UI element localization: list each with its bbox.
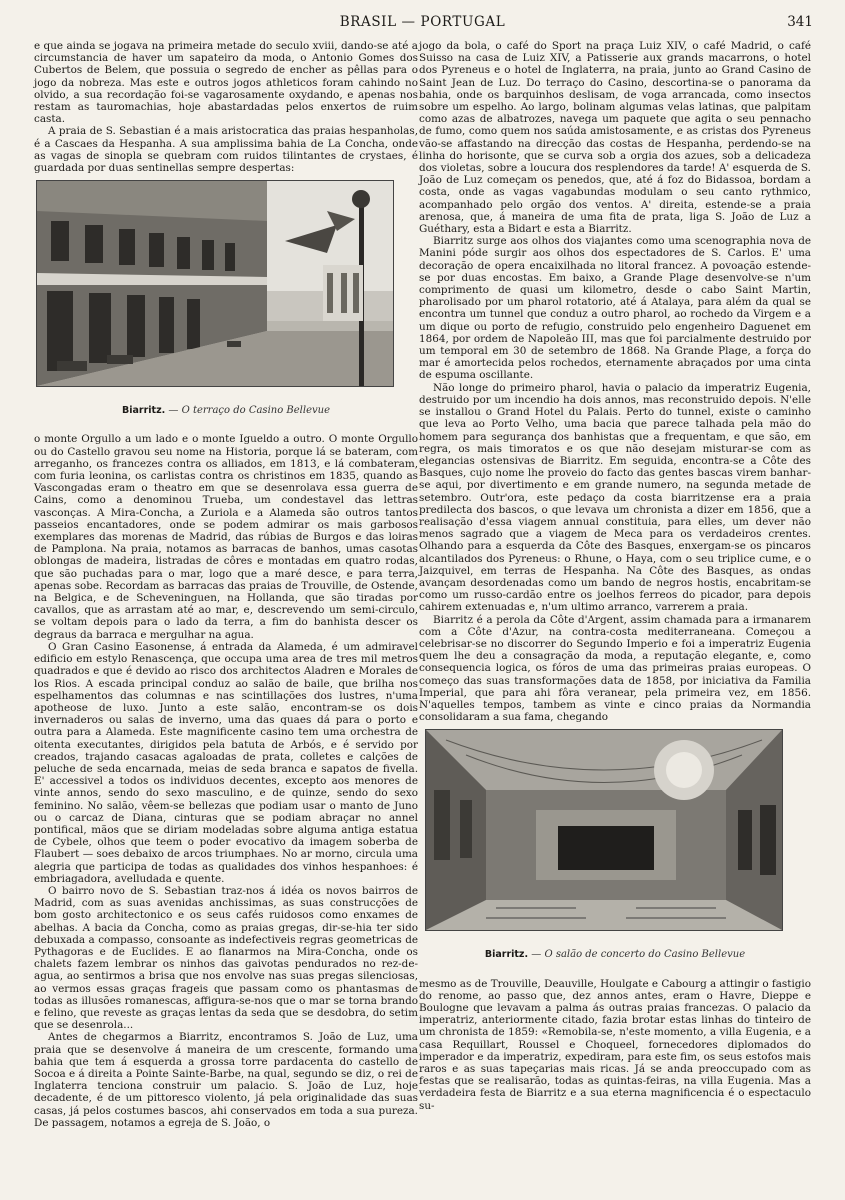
caption-place: Biarritz.: [122, 405, 166, 417]
page-number: 341: [787, 14, 813, 30]
running-title: BRASIL — PORTUGAL: [339, 14, 506, 30]
figure-terrace: [34, 180, 418, 417]
caption-description: — O terraço do Casino Bellevue: [168, 405, 330, 417]
figure-concert-hall: [419, 729, 811, 961]
paragraph: mesmo as de Trouville, Deauville, Houlgate e Cabourg a attingir o fastigio do renome, ao passo que, dez annos antes, eram o Havre, Dieppe e Boulogne que levavam a palma ás outras praias francezas. O palacio da imperatriz, anteriormente citado, fazia brotar estas linhas do tinteiro de um chronista de 1859: «Remobila-se, n'este momento, a villa Eugenia, e a casa Requillart, Roussel e Choqueel, fornecedores diplomados do imperador e da imperatriz, expediram, para este fim, os seus estofos mais raros e as suas tapeçarias mais ricas. Já se anda preoccupado com as festas que se realisarão, todas as quintas-feiras, na villa Eugenia. Mas a verdadeira festa de Biarritz e a sua eterna magnificencia é o espectaculo su-: [419, 977, 811, 1112]
left-column: [34, 40, 418, 1129]
paragraph: Antes de chegarmos a Biarritz, encontramos S. João de Luz, uma praia que se desenvolve á maneira de um crescente, formando uma bahia que tem á esquerda a grossa torre pardacenta do castello de Socoa e á direita a Pointe Sainte-Barbe, na qual, segundo se diz, o rei de Inglaterra tenciona construir um palacio. S. João de Luz, hoje decadente, é de um pittoresco violento, já pela originalidade das suas casas, já pelos costumes bascos, ahi conservados em toda a sua pureza. De passagem, notamos a egreja de S. João, o: [34, 1031, 418, 1129]
paragraph: O Gran Casino Easonense, á entrada da Alameda, é um admiravel edificio em estylo Renascença, que occupa uma area de tres mil metros quadrados e que é devido ao risco dos architectos Aladren e Morales de los Rios. A escada principal conduz ao salão de baile, que brilha nos espelhamentos das columnas e nas scintillações dos lustres, n'uma apotheose de luxo. Junto a este salão, encontram-se os dois invernaderos ou salas de inverno, uma das quaes dá para o porto e outra para a Alameda. Este magnificente casino tem uma orchestra de oitenta executantes, dirigidos pela batuta de Arbós, e é servido por creados, trajando casacas agaloadas de prata, colletes e calções de peluche de seda encarnada, meias de seda branca e sapatos de fivella. E' accessivel a todos os individuos decentes, excepto aos menores de vinte annos, sendo do sexo masculino, e de quinze, sendo do sexo feminino. No salão, vêem-se bellezas que podiam usar o manto de Juno ou o carcaz de Diana, cinturas que se podiam abraçar no annel pontifical, mãos que se diriam modeladas sobre alguma antiga estatua de Cybele, olhos que teem o poder evocativo da imagem soberba de Flaubert — soes debaixo de arcos triumphaes. No ar morno, circula uma alegria que participa de todas as qualidades dos vinhos hespanhoes: é embriagadora, avelludada e quente.: [34, 640, 418, 885]
caption-place: Biarritz.: [484, 949, 529, 961]
running-head: [0, 14, 845, 34]
paragraph: Biarritz é a perola da Côte d'Argent, assim chamada para a irmanarem com a Côte d'Azur, na contra-costa mediterraneana. Começou a celebrisar-se no discorrer do Segundo Imperio e foi a imperatriz Eugenia quem lhe deu a consagração da moda, a reputação elegante, e, como consequencia logica, os fóros de uma das primeiras praias europeas. O começo das suas transformações data de 1858, por iniciativa da Familia Imperial, que para ahi fôra veranear, pela primeira vez, em 1856. N'aquelles tempos, tambem as vinte e cinco praias da Normandia consolidaram a sua fama, chegando: [419, 613, 811, 724]
paragraph: jogo da bola, o café do Sport na praça Luiz XIV, o café Madrid, o café Suisso na casa de Luiz XIV, a Patisserie aux grands macarrons, o hotel dos Pyreneus e o hotel de Inglaterra, na praia, junto ao Grand Casino de Saint Jean de Luz. Do terraço do Casino, descortina-se o panorama da bahia, onde os barquinhos deslisam, de voga arrancada, como insectos sobre um espelho. Ao largo, bolinam algumas velas latinas, que palpitam como azas de albatrozes, navega um paquete que agita o seu pennacho de fumo, como quem nos saúda amistosamente, e as cristas dos Pyreneus vão-se affastando na direcção das costas de Hespanha, perdendo-se na linha do horisonte, que se curva sob a orgia dos azues, sob a delicadeza dos violetas, sobre a loucura dos resplendores da tarde! A' esquerda de S. João de Luz começam os penedos, que, até á foz do Bidassoa, bordam a costa, onde as vagas vagabundas modulam o seu canto rythmico, acompanhado pelo orgão dos ventos. A' direita, estende-se a praia arenosa, que, á maneira de uma fita de prata, liga S. João de Luz a Guéthary, esta a Bidart e esta a Biarritz.: [419, 40, 811, 236]
caption-description: — O salão de concerto do Casino Bellevue: [531, 949, 746, 961]
paragraph: O bairro novo de S. Sebastian traz-nos á idéa os novos bairros de Madrid, com as suas avenidas anchissimas, as suas construcções de bom gosto architectonico e os seus cafés ruidosos como enxames de abelhas. A bacia da Concha, como as praias gregas, dir-se-hia ter sido debuxada a compasso, consoante as indefectiveis regras geometricas de Pythagoras e de Euclides. E ao flanarmos na Mira-Concha, onde os chalets fazem lembrar os ninhos das gaivotas pendurados no rez-de-agua, ao sentirmos a brisa que nos envolve nas suas pregas silenciosas, ao vermos essas graças frageis que passam como os phantasmas de todas as illusões romanescas, affigura-se-nos que o mar se torna brando e felino, que reveste as graças lentas da seda que se desdobra, do setim que se desenrola...: [34, 884, 418, 1032]
paragraph: A praia de S. Sebastian é a mais aristocratica das praias hespanholas, é a Cascaes da Hespanha. A sua amplissima bahia de La Concha, onde as vagas de sinopla se quebram com ruidos tilintantes de crystaes, é guardada por duas sentinellas sempre despertas:: [34, 125, 418, 175]
paragraph: o monte Orgullo a um lado e o monte Igueldo a outro. O monte Orgullo ou do Castello gravou seu nome na Historia, porque lá se bateram, com arreganho, os francezes contra os alliados, em 1813, e lá combateram, com furia leonina, os carlistas contra os christinos em 1835, quando as Vascongadas eram o theatro em que se desenrolava essa guerra de Cains, como a denominou Trueba, um condestavel das lettras vasconças. A Mira-Concha, a Zuriola e a Alameda são outros tantos passeios encantadores, onde se podem admirar os mais garbosos exemplares das morenas de Madrid, das rúbias de Burgos e das loiras de Pamplona. Na praia, notamos as barracas de banhos, umas casotas oblongas de madeira, listradas de côres e montadas em quatro rodas, que são puchadas para o mar, logo que a maré desce, e para terra, apenas sobe. Recordam as barracas das praias de Trouville, de Ostende, na Belgica, e de Scheveninguen, na Hollanda, que são tiradas por cavallos, que as arrastam até ao mar, e, descrevendo um semi-circulo, se voltam depois para o lado da terra, a fim do banhista descer os degraus da barraca e mergulhar na agua.: [34, 433, 418, 641]
photo-concert-hall: [425, 729, 783, 931]
figure-caption: [419, 949, 811, 961]
photo-casino-terrace: [36, 180, 394, 387]
paragraph: Biarritz surge aos olhos dos viajantes como uma scenographia nova de Manini póde surgir aos olhos dos espectadores de S. Carlos. E' uma decoração de opera encaixilhada no litoral francez. A povoação estende-se por duas encostas. Em baixo, a Grande Plage desenvolve-se n'um comprimento de quasi um kilometro, desde o cabo Saint Martin, pharolisado por um pharol rotatorio, até á Atalaya, para além da qual se encontra um tunnel que conduz a outro pharol, ao rochedo da Virgem e a um dique ou porto de refugio, construido pelo engenheiro Daguenet em 1864, por ordem de Napoleão III, mas que foi parcialmente destruido por um temporal em 30 de setembro de 1868. Na Grande Plage, a força do mar é amortecida pelos rochedos, eternamente abraçados por uma cinta de espuma oscillante.: [419, 235, 811, 382]
figure-caption: [34, 405, 418, 417]
paragraph: Não longe do primeiro pharol, havia o palacio da imperatriz Eugenia, destruido por um incendio ha dois annos, mas reconstruido depois. N'elle se installou o Grand Hotel du Palais. Perto do tunnel, existe o caminho que leva ao Porto Velho, uma bacia que parece talhada pela mão do homem para segurança dos banhistas que a frequentam, e que são, em regra, os mais timoratos e os que não desejam misturar-se com as elegancias ostensivas de Biarritz. Em seguida, encontra-se a Côte des Basques, cujo nome lhe proveio do facto das gentes bascas virem banhar-se aqui, por divertimento e em grande numero, na segunda metade de setembro. Outr'ora, este pedaço da costa biarritzense era a praia predilecta dos bascos, o que levava um chronista a dizer em 1856, que a realisação d'essa viagem annual constituia, para elles, um dever não menos sagrado que a viagem de Meca para os verdadeiros crentes. Olhando para a esquerda da Côte des Basques, enxergam-se os pincaros alcantilados dos Pyreneus: o Rhune, o Haya, com o seu triplice cume, e o Jaizquivel, em terras de Hespanha. Na Côte des Basques, as ondas avançam desordenadas como um bando de negros hostis, encabritam-se como um russo-cardão entre os joelhos ferreos do picador, para depois cahirem extenuadas e, n'um ultimo arranco, varrerem a praia.: [419, 381, 811, 614]
right-column: [419, 40, 811, 1112]
paragraph: e que ainda se jogava na primeira metade do seculo xviii, dando-se até a circumstancia de haver um sapateiro da moda, o Antonio Gomes dos Cubertos de Belem, que possuia o segredo de encher as pêllas para o jogo da nobreza. Mas este e outros jogos athleticos foram cahindo no olvido, a sua recordação foi-se vagarosamente oxydando, e apenas nos restam as tauromachias, hoje abastardadas pelos enxertos de ruim casta.: [34, 40, 418, 126]
